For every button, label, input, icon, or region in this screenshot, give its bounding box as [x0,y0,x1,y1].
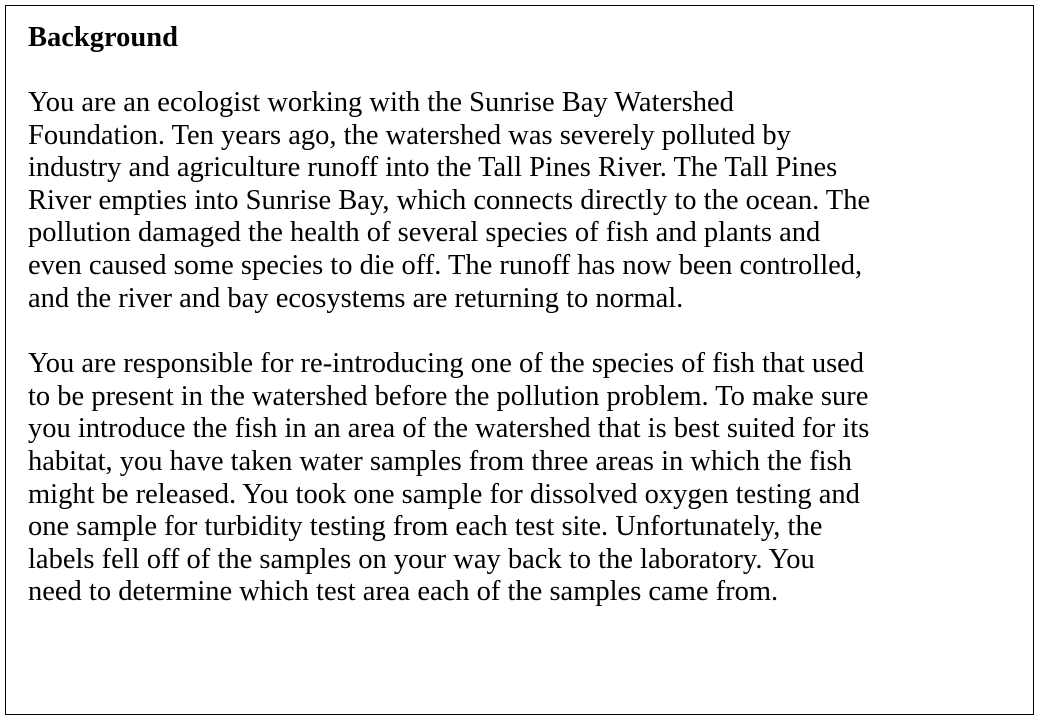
paragraph-1-line: River empties into Sunrise Bay, which connects directly to the ocean. The [28,184,871,216]
paragraph-1-line: pollution damaged the health of several species of fish and plants and [28,217,821,249]
paragraph-2-line: need to determine which test area each of the samples came from. [28,576,779,608]
paragraph-1-line: industry and agriculture runoff into the Tall Pines River. The Tall Pines [28,152,838,184]
paragraph-1-line: You are an ecologist working with the Sunrise Bay Watershed [28,87,734,118]
paragraph-2-line: labels fell off of the samples on your way back to the laboratory. You [28,543,815,575]
paragraph-2-line: one sample for turbidity testing from each test site. Unfortunately, the [28,511,823,543]
paragraph-2-line: You are responsible for re-introducing one of the species of fish that used [28,348,865,380]
paragraph-2-line: you introduce the fish in an area of the watershed that is best suited for its [28,413,870,445]
paragraph-spacer [28,315,1013,348]
paragraph-1-line: even caused some species to die off. The runoff has now been controlled, [28,249,863,281]
paragraph-2-line: to be present in the watershed before the pollution problem. To make sure [28,380,869,412]
section-heading: Background [28,22,178,53]
paragraph-2-line: habitat, you have taken water samples from three areas in which the fish [28,445,852,477]
heading-spacer [28,54,1013,87]
paragraph-2-line: might be released. You took one sample for dissolved oxygen testing and [28,478,860,510]
paragraph-1-line: Foundation. Ten years ago, the watershed was severely polluted by [28,119,791,151]
paragraph-1-line: and the river and bay ecosystems are returning to normal. [28,282,684,314]
background-text-box [5,5,1034,715]
paragraph-1 [28,87,1013,315]
paragraph-2 [28,348,1013,609]
